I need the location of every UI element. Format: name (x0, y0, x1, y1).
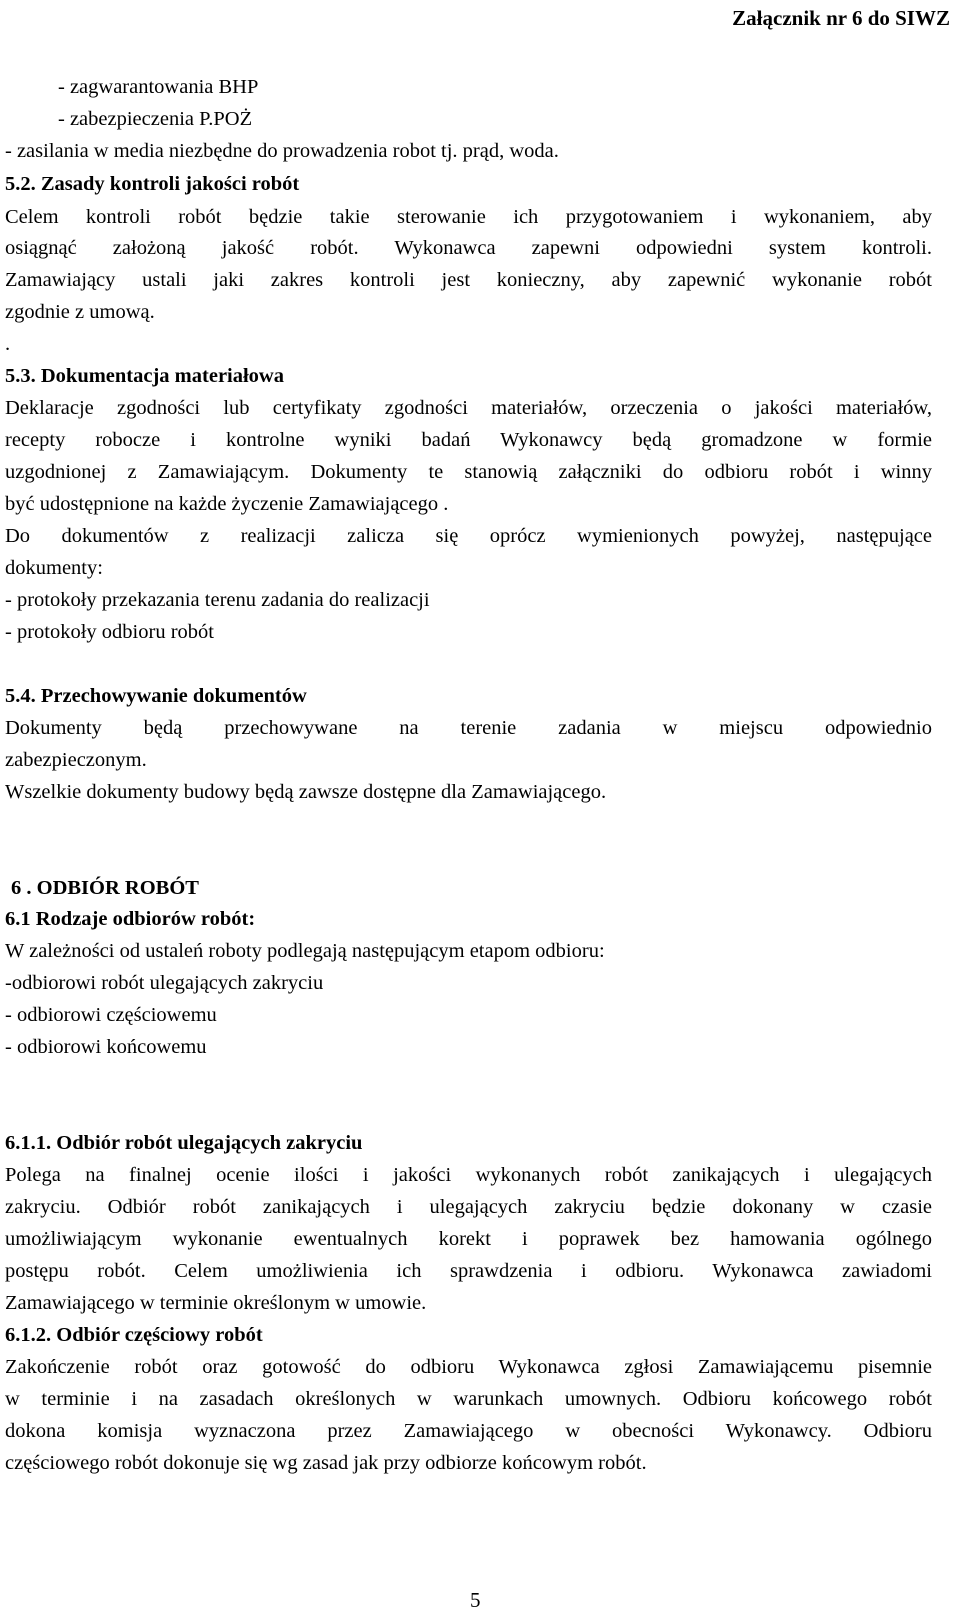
paragraph-line: częściowego robót dokonuje się wg zasad jak przy odbiorze końcowym robót. (5, 1452, 647, 1474)
list-item: -odbiorowi robót ulegających zakryciu (5, 972, 324, 994)
paragraph-line: postępu robót. Celem umożliwienia ich sprawdzenia i odbioru. Wykonawca zawiadomi (5, 1260, 932, 1282)
list-item: - protokoły odbioru robót (5, 621, 214, 643)
paragraph-line: . (5, 333, 11, 355)
paragraph-line: Do dokumentów z realizacji zalicza się oprócz wymienionych powyżej, następujące (5, 525, 932, 547)
paragraph-line: Deklaracje zgodności lub certyfikaty zgodności materiałów, orzeczenia o jakości materiałów, (5, 397, 932, 419)
paragraph-line: recepty robocze i kontrolne wyniki badań Wykonawcy będą gromadzone w formie (5, 429, 932, 451)
paragraph-line: uzgodnionej z Zamawiającym. Dokumenty te stanowią załączniki do odbioru robót i winny (5, 461, 932, 483)
paragraph-line: W zależności od ustaleń roboty podlegają następującym etapom odbioru: (5, 940, 605, 962)
section-heading-5-3: 5.3. Dokumentacja materiałowa (5, 365, 284, 387)
paragraph-line: Zamawiający ustali jaki zakres kontroli jest konieczny, aby zapewnić wykonanie robót (5, 269, 932, 291)
list-item: - zagwarantowania BHP (58, 76, 259, 98)
paragraph-line: w terminie i na zasadach określonych w warunkach umownych. Odbioru końcowego robót (5, 1388, 932, 1410)
paragraph-line: umożliwiającym wykonanie ewentualnych korekt i poprawek bez hamowania ogólnego (5, 1228, 932, 1250)
paragraph-line: Zamawiającego w terminie określonym w umowie. (5, 1292, 427, 1314)
paragraph-line: osiągnąć założoną jakość robót. Wykonawca zapewni odpowiedni system kontroli. (5, 237, 932, 259)
paragraph-line: dokumenty: (5, 557, 103, 579)
section-heading-6: 6 . ODBIÓR ROBÓT (11, 877, 199, 899)
paragraph-line: zakryciu. Odbiór robót zanikających i ulegających zakryciu będzie dokonany w czasie (5, 1196, 932, 1218)
list-item: - zabezpieczenia P.POŻ (58, 108, 253, 130)
list-item: - odbiorowi częściowemu (5, 1004, 217, 1026)
page-number: 5 (470, 1588, 481, 1612)
document-header: Załącznik nr 6 do SIWZ (732, 6, 950, 30)
section-heading-6-1: 6.1 Rodzaje odbiorów robót: (5, 908, 256, 930)
paragraph-line: Wszelkie dokumenty budowy będą zawsze dostępne dla Zamawiającego. (5, 781, 607, 803)
paragraph-line: Polega na finalnej ocenie ilości i jakości wykonanych robót zanikających i ulegających (5, 1164, 932, 1186)
section-heading-6-1-2: 6.1.2. Odbiór częściowy robót (5, 1324, 263, 1346)
paragraph-line: dokona komisja wyznaczona przez Zamawiającego w obecności Wykonawcy. Odbioru (5, 1420, 932, 1442)
section-heading-5-4: 5.4. Przechowywanie dokumentów (5, 685, 307, 707)
list-item: - zasilania w media niezbędne do prowadzenia robot tj. prąd, woda. (5, 140, 559, 162)
list-item: - odbiorowi końcowemu (5, 1036, 207, 1058)
paragraph-line: Dokumenty będą przechowywane na terenie zadania w miejscu odpowiednio (5, 717, 932, 739)
section-heading-6-1-1: 6.1.1. Odbiór robót ulegających zakryciu (5, 1132, 363, 1154)
paragraph-line: Celem kontroli robót będzie takie sterowanie ich przygotowaniem i wykonaniem, aby (5, 206, 932, 228)
paragraph-line: być udostępnione na każde życzenie Zamawiającego . (5, 493, 449, 515)
paragraph-line: zgodnie z umową. (5, 301, 155, 323)
section-heading-5-2: 5.2. Zasady kontroli jakości robót (5, 173, 300, 195)
list-item: - protokoły przekazania terenu zadania do realizacji (5, 589, 430, 611)
paragraph-line: Zakończenie robót oraz gotowość do odbioru Wykonawca zgłosi Zamawiającemu pisemnie (5, 1356, 932, 1378)
paragraph-line: zabezpieczonym. (5, 749, 147, 771)
